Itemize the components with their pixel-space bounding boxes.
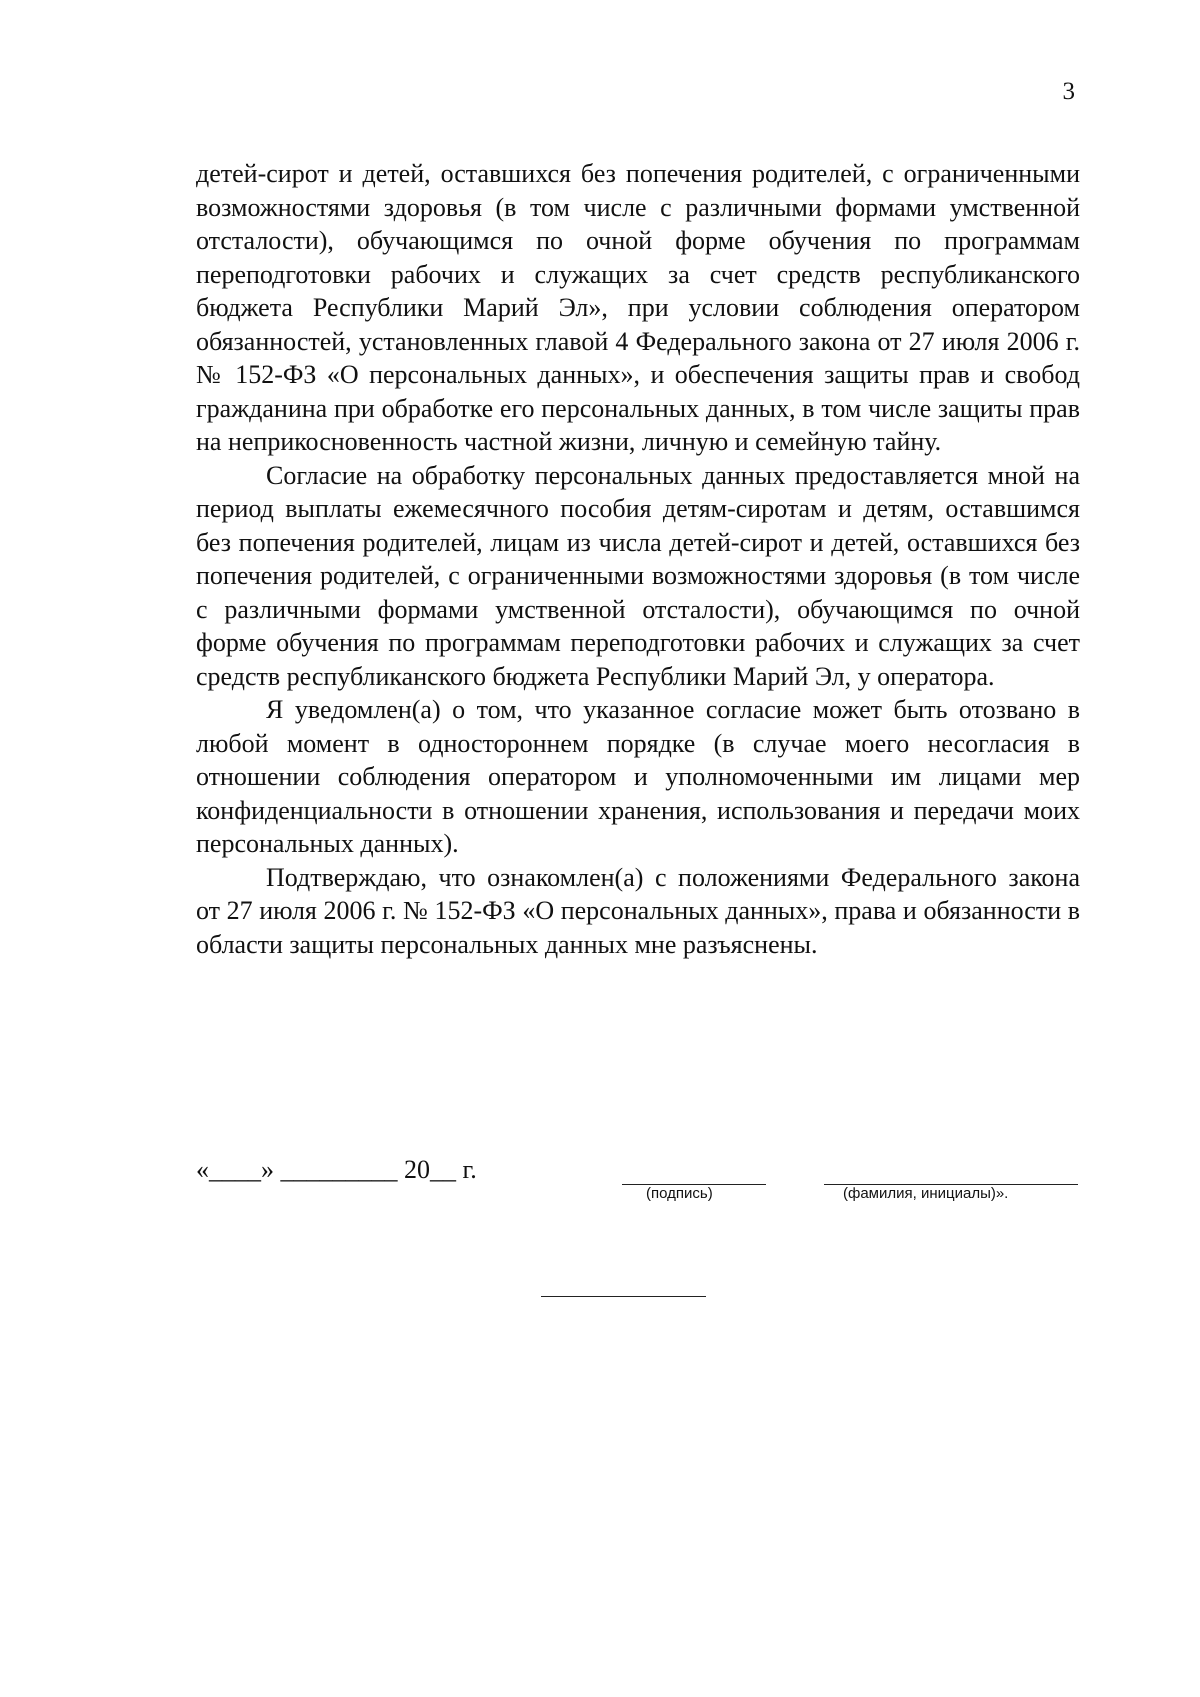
signature-caption: (подпись) xyxy=(646,1185,713,1202)
paragraph-consent-period: Согласие на обработку персональных данных предоставляется мной на период выплаты ежемесячного пособия детям-сиротам и детям, оставшимся без попечения родителей, лицам из числа детей-сирот и детей, оставшихся без попечения родителей, с ограниченными возможностями здоровья (в том числе с различными формами умственной отсталости), обучающимся по очной форме обучения по программам переподготовки рабочих и служащих за счет средств республиканского бюджета Республики Марий Эл, у оператора. xyxy=(196,460,1080,691)
paragraph-acknowledgement: Подтверждаю, что ознакомлен(а) с положениями Федерального закона от 27 июля 2006 г. № 152-ФЗ «О персональных данных», права и обязанности в области защиты персональных данных мне разъяснены. xyxy=(196,862,1080,959)
end-divider xyxy=(541,1296,706,1297)
paragraph-continuation: детей-сирот и детей, оставшихся без попечения родителей, с ограниченными возможностями здоровья (в том числе с различными формами умственной отсталости), обучающимся по очной форме обучения по программам переподготовки рабочих и служащих за счет средств республиканского бюджета Республики Марий Эл», при условии соблюдения оператором обязанностей, установленных главой 4 Федерального закона от 27 июля 2006 г. № 152-ФЗ «О персональных данных», и обеспечения защиты прав и свобод гражданина при обработке его персональных данных, в том числе защиты прав на неприкосновенность частной жизни, личную и семейную тайну. xyxy=(196,159,1080,456)
signature-block xyxy=(196,1155,1096,1215)
name-caption: (фамилия, инициалы)». xyxy=(843,1185,1009,1202)
date-field: «____» _________ 20__ г. xyxy=(196,1155,477,1184)
consent-body xyxy=(196,157,1080,961)
paragraph-withdrawal-notice: Я уведомлен(а) о том, что указанное согласие может быть отозвано в любой момент в одностороннем порядке (в случае моего несогласия в отношении соблюдения оператором и уполномоченными им лицами мер конфиденциальности в отношении хранения, использования и передачи моих персональных данных). xyxy=(196,695,1080,858)
page-number: 3 xyxy=(1062,78,1075,105)
